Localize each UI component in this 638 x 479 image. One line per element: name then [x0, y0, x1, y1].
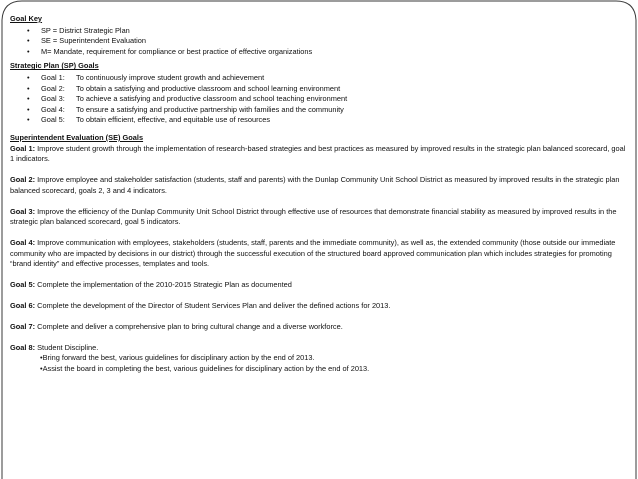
goal-label: Goal 7:: [10, 321, 36, 331]
strategic-plan-heading: Strategic Plan (SP) Goals: [10, 61, 99, 71]
goal-text: Complete and deliver a comprehensive plan to bring cultural change and a diverse workforce.: [37, 321, 343, 331]
goal-subitem: •Assist the board in completing the best, various guidelines for disciplinary action by the end of 2013.: [40, 363, 370, 373]
list-item: [10, 73, 628, 84]
list-item: • SE = Superintendent Evaluation: [10, 36, 628, 47]
se-goal: [10, 144, 628, 165]
goal-label: Goal 1:: [10, 143, 36, 153]
goal-label: Goal 2:: [41, 83, 65, 93]
goal-text: Complete the development of the Director of Student Services Plan and deliver the defined actions for 2013.: [37, 300, 391, 310]
se-goal: [10, 280, 628, 291]
goal-key-list: [10, 26, 628, 58]
goal-label: Goal 8:: [10, 342, 36, 352]
list-item: • M= Mandate, requirement for compliance or best practice of effective organizations: [10, 47, 628, 58]
goal-text: To obtain a satisfying and productive classroom and school learning environment: [76, 83, 341, 93]
goal-label: Goal 4:: [41, 104, 65, 114]
goal-text: Improve student growth through the implementation of research-based strategies and best practices as measured by improved results in the strategic plan balanced scorecard, goal 1 indicators.: [10, 143, 626, 164]
goal-key-heading: Goal Key: [10, 14, 43, 23]
se-goal: [10, 343, 628, 375]
goal-text: Improve the efficiency of the Dunlap Community Unit School District through effective use of resources that demonstrate financial stability as measured by improved results in the strategic plan balanced scorecard, goal 5 indicators.: [10, 206, 617, 227]
goal-label: Goal 2:: [10, 175, 36, 185]
goal-label: Goal 3:: [10, 206, 36, 216]
goal-label: Goal 5:: [41, 115, 65, 125]
list-item: [10, 115, 628, 126]
se-goal: [10, 301, 628, 312]
list-item: • SP = District Strategic Plan: [10, 26, 628, 37]
goal-label: Goal 4:: [10, 237, 36, 247]
goal-label: Goal 5:: [10, 280, 36, 290]
se-goal: [10, 238, 628, 270]
goal-label: Goal 6:: [10, 300, 36, 310]
goal-text: Student Discipline.: [37, 342, 99, 352]
se-goal: [10, 322, 628, 333]
goals-document: [10, 14, 628, 375]
list-item: [10, 105, 628, 116]
list-item: [10, 84, 628, 95]
goal-text: To obtain efficient, effective, and equitable use of resources: [76, 115, 271, 125]
goal-label: Goal 1:: [41, 72, 65, 82]
list-item: [10, 94, 628, 105]
se-goal: [10, 175, 628, 196]
goal-text: Improve communication with employees, stakeholders (students, staff, parents and the immediate community), as well as, the extended community (those outside our immediate community who are impacted by decisions in our district) through the successful execution of the structured board approved communication plan which includes strategies for promoting “brand identity” and effective processes, templates and tools.: [10, 237, 616, 269]
goal-text: Improve employee and stakeholder satisfaction (students, staff and parents) with the Dunlap Community Unit School District as measured by improved results in the strategic plan balanced scorecard, goals 2, 3 and 4 indicators.: [10, 175, 620, 195]
superintendent-evaluation-heading: Superintendent Evaluation (SE) Goals: [10, 132, 144, 142]
goal-text: To ensure a satisfying and productive partnership with families and the community: [76, 104, 344, 114]
goal-text: Complete the implementation of the 2010-2015 Strategic Plan as documented: [37, 280, 292, 290]
goal-text: To continuously improve student growth and achievement: [76, 72, 265, 82]
goal-text: To achieve a satisfying and productive classroom and school teaching environment: [76, 94, 348, 104]
goal-subitem: •Bring forward the best, various guidelines for disciplinary action by the end of 2013.: [40, 353, 315, 363]
goal-label: Goal 3:: [41, 94, 65, 104]
se-goal: [10, 207, 628, 228]
strategic-plan-list: [10, 73, 628, 126]
